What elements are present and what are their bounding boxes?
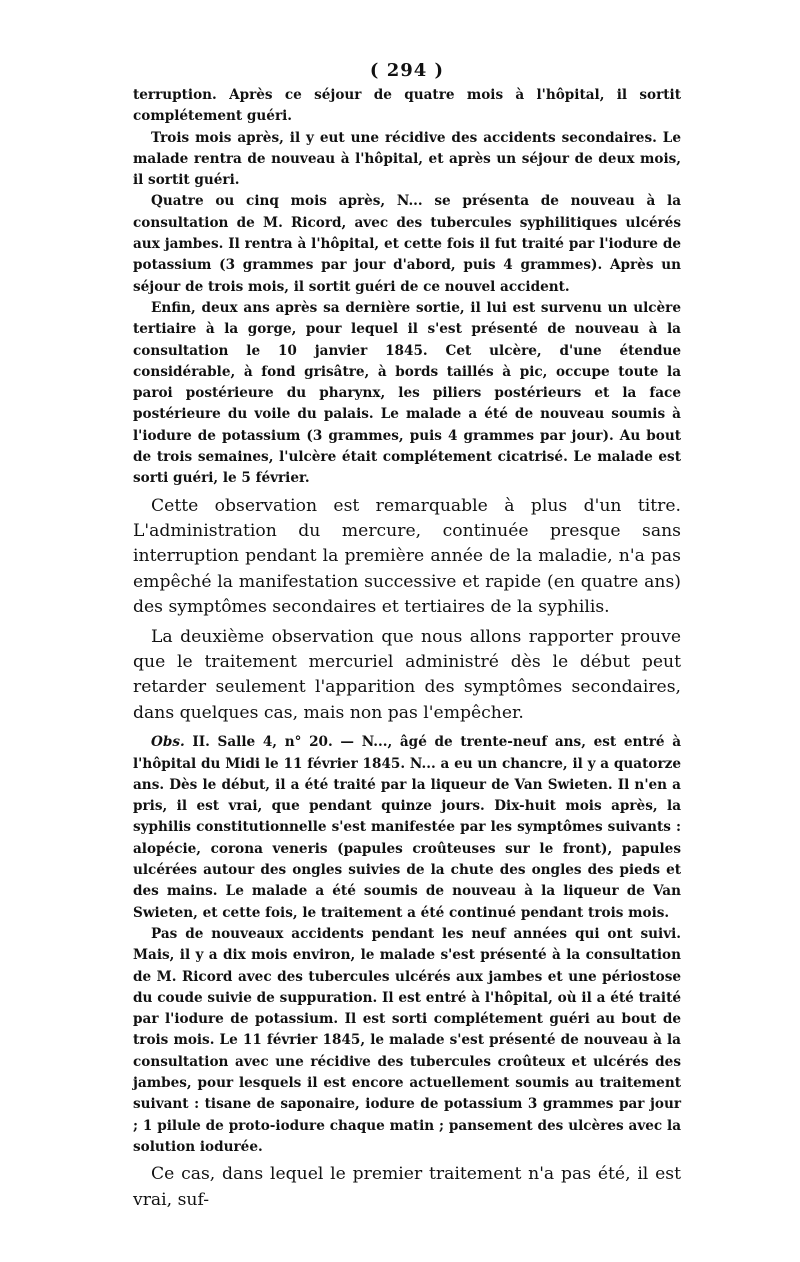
observation-label: Obs. — [151, 734, 185, 751]
paragraph-recurrence: Trois mois après, il y eut une récidive des accidents secondaires. Le malade rentra de nouveau à l'hôpital, et après un séjour de deux mois, il sortit guéri. — [133, 129, 681, 189]
paragraph-observation-2 — [133, 732, 681, 924]
paragraph-tertiary-ulcer: Enfin, deux ans après sa dernière sortie, il lui est survenu un ulcère tertiaire à la gorge, pour lequel il s'est présenté de nouveau à la consultation le 10 janvier 1845. Cet ulcère, d'une étendue considérable, à fond grisâtre, à bords taillés à pic, occupe toute la paroi postérieure du pharynx, les piliers postérieurs et la face postérieure du voile du palais. Le malade a été de nouveau soumis à l'iodure de potassium (3 grammes, puis 4 grammes par jour). Au bout de trois semaines, l'ulcère était complétement cicatrisé. Le malade est sorti guéri, le 5 février. — [133, 299, 681, 487]
paragraph-second-observation-intro: La deuxième observation que nous allons rapporter prouve que le traitement mercuriel administré dès le début peut retarder seulement l'apparition des symptômes secondaires, dans quelques cas, mais non pas l'empêcher. — [133, 626, 681, 723]
paragraph-later-accidents: Pas de nouveaux accidents pendant les neuf années qui ont suivi. Mais, il y a dix mois environ, le malade s'est présenté à la consultation de M. Ricord avec des tubercules ulcérés aux jambes et une périostose du coude suivie de suppuration. Il est entré à l'hôpital, où il a été traité par l'iodure de potassium. Il est sorti complétement guéri au bout de trois mois. Le 11 février 1845, le malade s'est présenté de nouveau à la consultation avec une récidive des tubercules croûteux et ulcérés des jambes, pour lesquels il est encore actuellement soumis au traitement suivant : tisane de saponaire, iodure de potassium 3 grammes par jour ; 1 pilule de proto-iodure chaque matin ; pansement des ulcères avec la solution iodurée. — [133, 925, 681, 1155]
paragraph-final-commentary: Ce cas, dans lequel le premier traitement n'a pas été, il est vrai, suf- — [133, 1164, 681, 1210]
paragraph-commentary: Cette observation est remarquable à plus d'un titre. L'administration du mercure, continuée presque sans interruption pendant la première année de la maladie, n'a pas empêché la manifestation successive et rapide (en quatre ans) des symptômes secondaires et tertiaires de la syphilis. — [133, 495, 681, 618]
observation-2-text: II. Salle 4, n° 20. — N..., âgé de trente-neuf ans, est entré à l'hôpital du Midi le 11 février 1845. N... a eu un chancre, il y a quatorze ans. Dès le début, il a été traité par la liqueur de Van Swieten. Il n'en a pris, il est vrai, que pendant quinze jours. Dix-huit mois après, la syphilis constitutionnelle s'est manifestée par les symptômes suivants : alopécie, corona veneris (papules croûteuses sur le front), papules ulcérées autour des ongles suivies de la chute des ongles des pieds et des mains. Le malade a été soumis de nouveau à la liqueur de Van Swieten, et cette fois, le traitement a été continué pendant trois mois. — [133, 734, 681, 921]
page-number: ( 294 ) — [369, 60, 445, 81]
paragraph-consultation: Quatre ou cinq mois après, N... se présenta de nouveau à la consultation de M. Ricord, avec des tubercules syphilitiques ulcérés aux jambes. Il rentra à l'hôpital, et cette fois il fut traité par l'iodure de potassium (3 grammes par jour d'abord, puis 4 grammes). Après un séjour de trois mois, il sortit guéri de ce nouvel accident. — [133, 193, 681, 295]
paragraph-continuation: terruption. Après ce séjour de quatre mois à l'hôpital, il sortit complétement guéri. — [133, 87, 681, 125]
book-page — [133, 60, 681, 1220]
